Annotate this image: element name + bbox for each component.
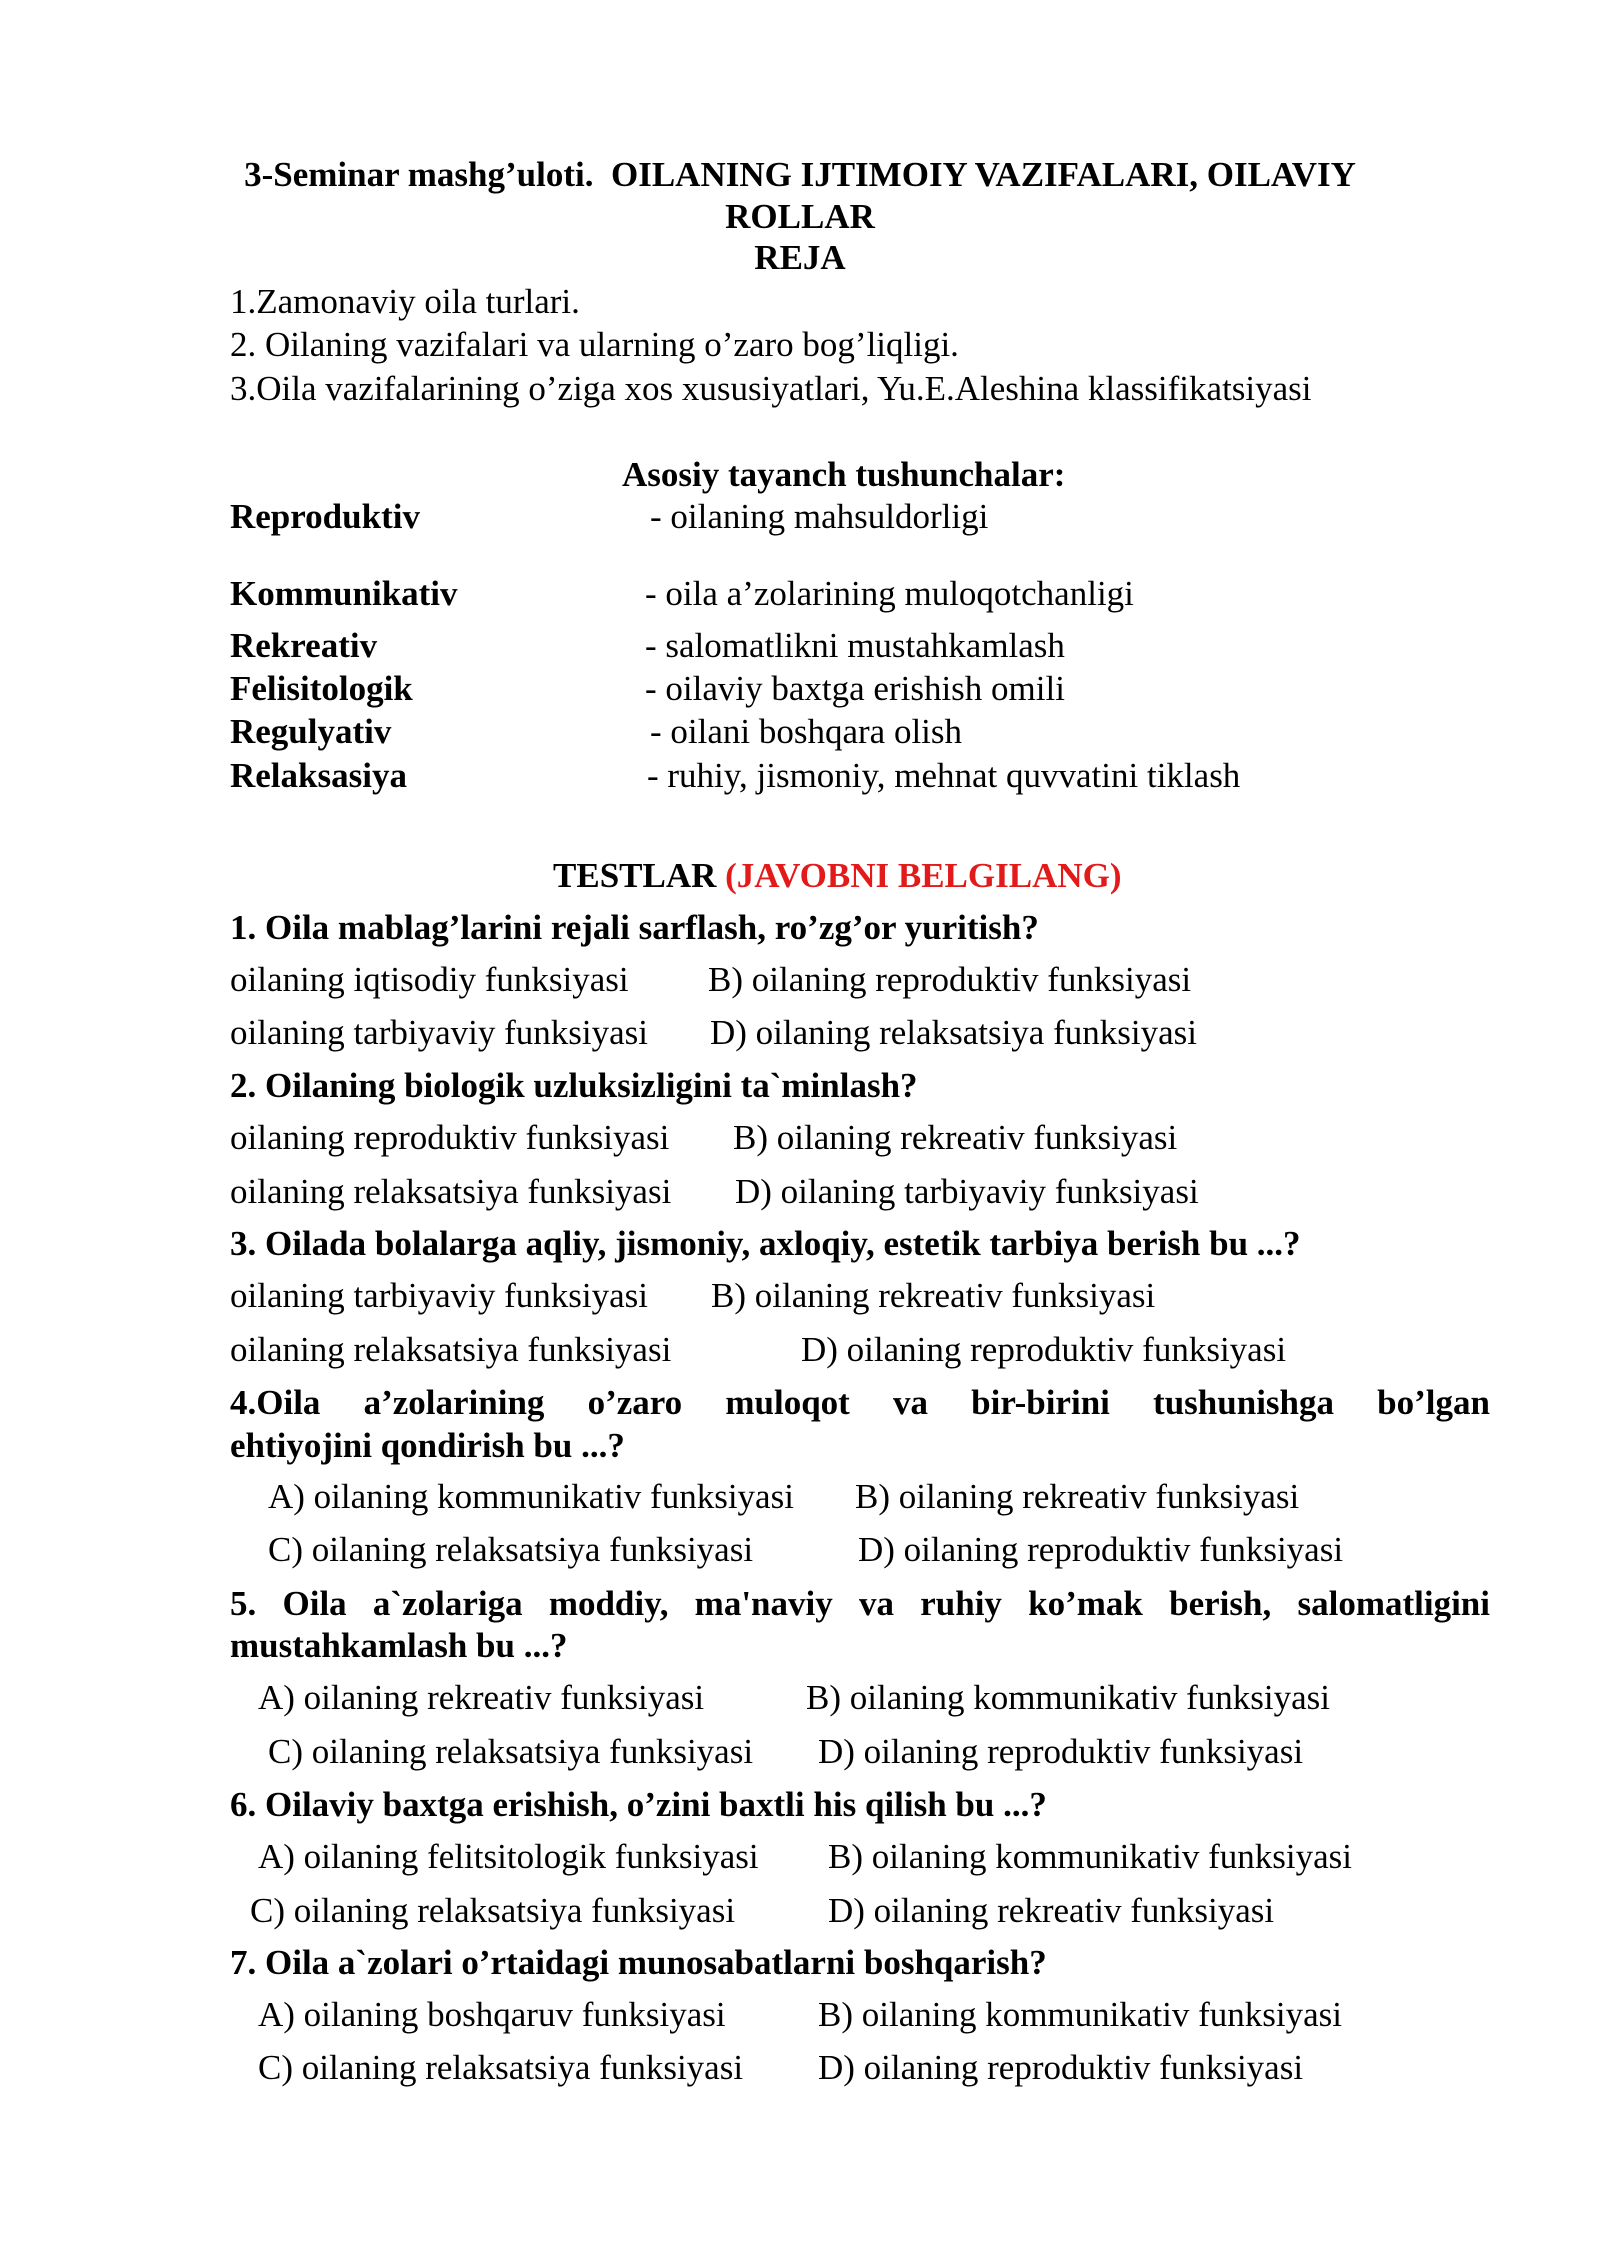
plan-item: 3.Oila vazifalarining o’ziga xos xususiyatlari, Yu.E.Aleshina klassifikatsiyasi: [230, 369, 1312, 408]
plan-item: 2. Oilaning vazifalari va ularning o’zaro bog’liqligi.: [230, 325, 959, 364]
question-2: 2. Oilaning biologik uzluksizligini ta`minlash?: [230, 1066, 918, 1105]
question-5-continuation: mustahkamlash bu ...?: [230, 1626, 568, 1665]
concept-definition: - oilaning mahsuldorligi: [650, 497, 989, 536]
tests-instruction: (JAVOBNI BELGILANG): [725, 856, 1122, 895]
answer-option[interactable]: oilaning reproduktiv funksiyasi: [230, 1118, 670, 1157]
concept-definition: - oila a’zolarining muloqotchanligi: [645, 574, 1134, 613]
answer-option[interactable]: B) oilaning rekreativ funksiyasi: [711, 1276, 1156, 1315]
answer-option[interactable]: oilaning tarbiyaviy funksiyasi: [230, 1276, 648, 1315]
question-4: 4.Oila a’zolarining o’zaro muloqot va bir-birini tushunishga bo’lgan: [230, 1383, 1490, 1422]
answer-option[interactable]: D) oilaning relaksatsiya funksiyasi: [710, 1013, 1197, 1052]
answer-option[interactable]: B) oilaning rekreativ funksiyasi: [733, 1118, 1178, 1157]
answer-option[interactable]: D) oilaning reproduktiv funksiyasi: [801, 1330, 1287, 1369]
question-5: 5. Oila a`zolariga moddiy, ma'naviy va ruhiy ko’mak berish, salomatligini: [230, 1584, 1490, 1623]
answer-option[interactable]: B) oilaning rekreativ funksiyasi: [855, 1477, 1300, 1516]
document-title-line-2: ROLLAR: [725, 197, 875, 236]
answer-option[interactable]: B) oilaning reproduktiv funksiyasi: [708, 960, 1192, 999]
title-prefix: 3-Seminar mashg’uloti.: [244, 155, 594, 194]
answer-option[interactable]: C) oilaning relaksatsiya funksiyasi: [258, 2048, 744, 2087]
answer-option[interactable]: C) oilaning relaksatsiya funksiyasi: [268, 1732, 754, 1771]
question-1: 1. Oila mablag’larini rejali sarflash, ro’zg’or yuritish?: [230, 908, 1039, 947]
question-6: 6. Oilaviy baxtga erishish, o’zini baxtli his qilish bu ...?: [230, 1785, 1047, 1824]
concept-definition: - ruhiy, jismoniy, mehnat quvvatini tiklash: [647, 756, 1241, 795]
question-4-continuation: ehtiyojini qondirish bu ...?: [230, 1426, 625, 1465]
answer-option[interactable]: A) oilaning boshqaruv funksiyasi: [258, 1995, 726, 2034]
question-7: 7. Oila a`zolari o’rtaidagi munosabatlarni boshqarish?: [230, 1943, 1047, 1982]
answer-option[interactable]: B) oilaning kommunikativ funksiyasi: [818, 1995, 1342, 2034]
answer-option[interactable]: C) oilaning relaksatsiya funksiyasi: [268, 1530, 754, 1569]
concept-term: Felisitologik: [230, 669, 413, 708]
answer-option[interactable]: D) oilaning reproduktiv funksiyasi: [818, 2048, 1304, 2087]
concept-definition: - oilani boshqara olish: [650, 712, 963, 751]
tests-heading: [553, 858, 1122, 893]
answer-option[interactable]: oilaning tarbiyaviy funksiyasi: [230, 1013, 648, 1052]
concepts-heading: Asosiy tayanch tushunchalar:: [622, 455, 1066, 494]
answer-option[interactable]: oilaning iqtisodiy funksiyasi: [230, 960, 629, 999]
concept-definition: - oilaviy baxtga erishish omili: [645, 669, 1065, 708]
concept-term: Regulyativ: [230, 712, 392, 751]
concept-definition: - salomatlikni mustahkamlash: [645, 626, 1065, 665]
answer-option[interactable]: oilaning relaksatsiya funksiyasi: [230, 1172, 672, 1211]
concept-term: Relaksasiya: [230, 756, 407, 795]
answer-option[interactable]: D) oilaning tarbiyaviy funksiyasi: [735, 1172, 1199, 1211]
answer-option[interactable]: B) oilaning kommunikativ funksiyasi: [806, 1678, 1330, 1717]
answer-option[interactable]: A) oilaning kommunikativ funksiyasi: [268, 1477, 794, 1516]
answer-option[interactable]: A) oilaning rekreativ funksiyasi: [258, 1678, 705, 1717]
answer-option[interactable]: oilaning relaksatsiya funksiyasi: [230, 1330, 672, 1369]
tests-title: TESTLAR: [553, 856, 717, 895]
document-title-line-1: [0, 157, 1600, 192]
answer-option[interactable]: D) oilaning reproduktiv funksiyasi: [858, 1530, 1344, 1569]
concept-term: Kommunikativ: [230, 574, 458, 613]
answer-option[interactable]: C) oilaning relaksatsiya funksiyasi: [250, 1891, 736, 1930]
question-3: 3. Oilada bolalarga aqliy, jismoniy, axloqiy, estetik tarbiya berish bu ...?: [230, 1224, 1301, 1263]
concept-term: Rekreativ: [230, 626, 378, 665]
title-main: OILANING IJTIMOIY VAZIFALARI, OILAVIY: [610, 155, 1356, 194]
answer-option[interactable]: B) oilaning kommunikativ funksiyasi: [828, 1837, 1352, 1876]
concept-term: Reproduktiv: [230, 497, 420, 536]
answer-option[interactable]: D) oilaning rekreativ funksiyasi: [828, 1891, 1275, 1930]
plan-heading: REJA: [754, 238, 846, 277]
answer-option[interactable]: A) oilaning felitsitologik funksiyasi: [258, 1837, 759, 1876]
answer-option[interactable]: D) oilaning reproduktiv funksiyasi: [818, 1732, 1304, 1771]
plan-item: 1.Zamonaviy oila turlari.: [230, 282, 580, 321]
